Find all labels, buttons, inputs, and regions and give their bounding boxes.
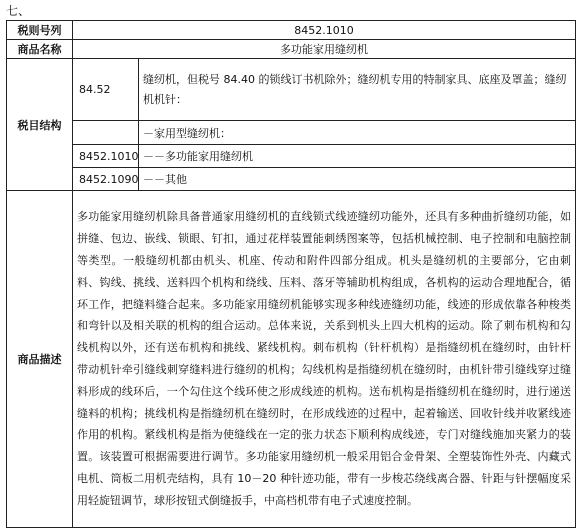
structure-text: －家用型缝纫机：	[139, 121, 576, 145]
structure-text: －－多功能家用缝纫机	[139, 145, 576, 168]
product-name-label: 商品名称	[7, 40, 73, 59]
section-label: 七、	[6, 4, 31, 18]
structure-text: 缝纫机，但税号 84.40 的锁线订书机除外；缝纫机专用的特制家具、底座及罩盖；缝纫机机针：	[139, 59, 576, 121]
tariff-no-row	[7, 21, 576, 40]
tariff-table	[6, 20, 576, 528]
structure-row	[7, 121, 576, 145]
description-label: 商品描述	[7, 191, 73, 528]
structure-row	[7, 145, 576, 168]
description-row	[7, 191, 576, 528]
structure-label: 税目结构	[7, 59, 73, 191]
tariff-no-label: 税则号列	[7, 21, 73, 40]
structure-text: －－其他	[139, 168, 576, 191]
structure-code: 8452.1090	[73, 168, 139, 191]
structure-code: 8452.1010	[73, 145, 139, 168]
tariff-no-value: 8452.1010	[73, 21, 576, 40]
structure-row	[7, 168, 576, 191]
structure-code: 84.52	[73, 59, 139, 121]
description-text: 多功能家用缝纫机除具备普通家用缝纫机的直线锁式线迹缝纫功能外，还具有多种曲折缝纫功能，如拼缝、包边、嵌线、锁眼、钉扣，通过花样装置能刺绣图案等，包括机械控制、电子控制和电脑控制等类型。一般缝纫机都由机头、机座、传动和附件四部分组成。机头是缝纫机的主要部分，它由刺料、钩线、挑线、送料四个机构和绕线、压料、落牙等辅助机构组成，各机构的运动合理地配合，循环工作，把缝料缝合起来。多功能家用缝纫机能够实现多种线迹缝纫功能，线迹的形成依靠各种梭类和弯针以及相关联的机构的组合运动。总体来说，关系到机头上四大机构的运动。除了刺布机构和勾线机构以外，还有送布机构和挑线、紧线机构。刺布机构（针杆机构）是指缝纫机在缝纫时，由针杆带动机针牵引缝线刺穿缝料进行缝纫的机构；勾线机构是指缝纫机在缝纫时，由机针带引缝线穿过缝料形成的线环后，一个勾住这个线环使之形成线迹的机构。送布机构是指缝纫机在缝纫时，进行递送缝料的机构；挑线机构是指缝纫机在缝纫时，在形成线迹的过程中，起着输送、回收针线并收紧线迹作用的机构。紧线机构是指为使缝线在一定的张力状态下顺利构成线迹，专门对缝线施加夹紧力的装置。该装置可根据需要进行调节。多功能家用缝纫机一般采用铝合金骨架、全塑装饰性外壳、内藏式电机、筒板二用机壳结构，具有 10－20 种针迹功能，带有一步梭芯绕线离合器、针距与针摆幅度采用轻旋钮调节，球形按钮式倒缝扳手，中高档机带有电子式速度控制。	[73, 191, 576, 528]
product-name-value: 多功能家用缝纫机	[73, 40, 576, 59]
product-name-row	[7, 40, 576, 59]
structure-code	[73, 121, 139, 145]
structure-row	[7, 59, 576, 121]
